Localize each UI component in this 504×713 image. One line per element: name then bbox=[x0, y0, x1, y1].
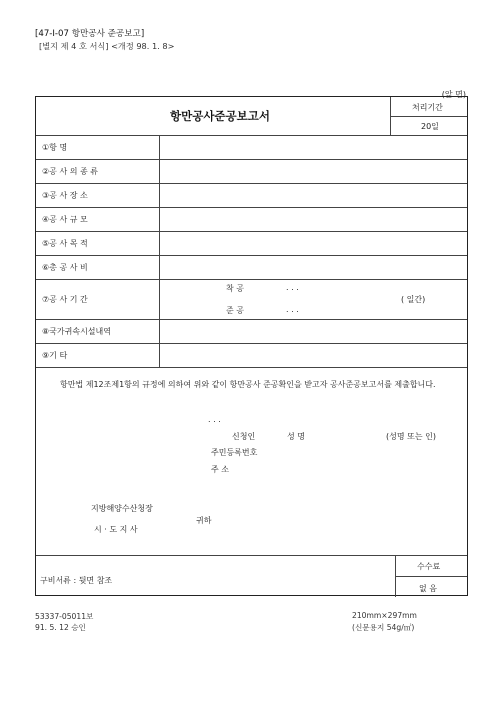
row-line bbox=[36, 255, 467, 256]
form-reference: [별지 제 4 호 서식] <개정 98. 1. 8> bbox=[39, 41, 175, 51]
applicant-sign-label: (성명 또는 인) bbox=[386, 432, 436, 441]
processing-divider bbox=[390, 116, 467, 117]
row-label-harbor-name: ①항 명 bbox=[42, 143, 68, 152]
period-end-date: . . . bbox=[286, 305, 299, 314]
footer-paper-size: 210mm×297mm bbox=[352, 611, 417, 620]
row-line bbox=[36, 367, 467, 368]
footer-approval: 91. 5. 12 승인 bbox=[35, 623, 86, 632]
row-label-work-scale: ④공 사 규 모 bbox=[42, 215, 88, 224]
applicant-label: 신청인 bbox=[232, 432, 256, 441]
footer-paper-type: (신문용지 54g/㎡) bbox=[352, 623, 415, 632]
row-line bbox=[36, 135, 467, 136]
report-form bbox=[35, 96, 468, 596]
declaration-date: . . . bbox=[208, 415, 221, 424]
period-days: ( 일간) bbox=[401, 295, 426, 304]
recipient-line1: 지방해양수산청장 bbox=[91, 504, 153, 513]
period-start-date: . . . bbox=[286, 283, 299, 292]
applicant-name-label: 성 명 bbox=[287, 432, 305, 441]
processing-period-label: 처리기간 bbox=[412, 103, 443, 112]
row-label-work-purpose: ⑤공 사 목 적 bbox=[42, 239, 88, 248]
row-label-state-facilities: ⑧국가귀속시설내역 bbox=[42, 327, 111, 336]
row-label-work-type: ②공 사 의 종 류 bbox=[42, 167, 98, 176]
processing-period-value: 20일 bbox=[421, 122, 439, 131]
row-line bbox=[36, 183, 467, 184]
applicant-id-label: 주민등록번호 bbox=[211, 448, 258, 457]
row-label-work-period: ⑦공 사 기 간 bbox=[42, 295, 88, 304]
fee-line bbox=[395, 576, 467, 577]
row-line bbox=[36, 343, 467, 344]
label-column-divider bbox=[159, 135, 160, 367]
row-line bbox=[36, 279, 467, 280]
side-label: (앞 면) bbox=[441, 90, 466, 99]
row-line bbox=[36, 231, 467, 232]
required-docs-label: 구비서류 : 뒷면 참조 bbox=[40, 576, 113, 585]
form-title: 항만공사준공보고서 bbox=[170, 109, 270, 123]
bottom-block-line bbox=[36, 555, 467, 556]
applicant-address-label: 주 소 bbox=[211, 465, 229, 474]
row-label-total-cost: ⑥총 공 사 비 bbox=[42, 263, 88, 272]
row-line bbox=[36, 319, 467, 320]
row-line bbox=[36, 207, 467, 208]
row-line bbox=[36, 159, 467, 160]
period-start-label: 착 공 bbox=[226, 284, 244, 293]
declaration-text: 항만법 제12조제1항의 규정에 의하여 위와 같이 항만공사 준공확인을 받고자 공사준공보고서를 제출합니다. bbox=[60, 380, 436, 389]
period-end-label: 준 공 bbox=[226, 306, 244, 315]
fee-label: 수수료 bbox=[417, 562, 441, 571]
row-label-work-location: ③공 사 장 소 bbox=[42, 191, 88, 200]
fee-value: 없 음 bbox=[419, 584, 437, 593]
recipient-honorific: 귀하 bbox=[196, 516, 212, 525]
recipient-line2: 시 · 도 지 사 bbox=[94, 525, 138, 534]
row-label-other: ⑨기 타 bbox=[42, 351, 68, 360]
doc-code: [47-I-07 항만공사 준공보고] bbox=[35, 29, 145, 39]
footer-form-number: 53337-05011보 bbox=[35, 612, 94, 621]
